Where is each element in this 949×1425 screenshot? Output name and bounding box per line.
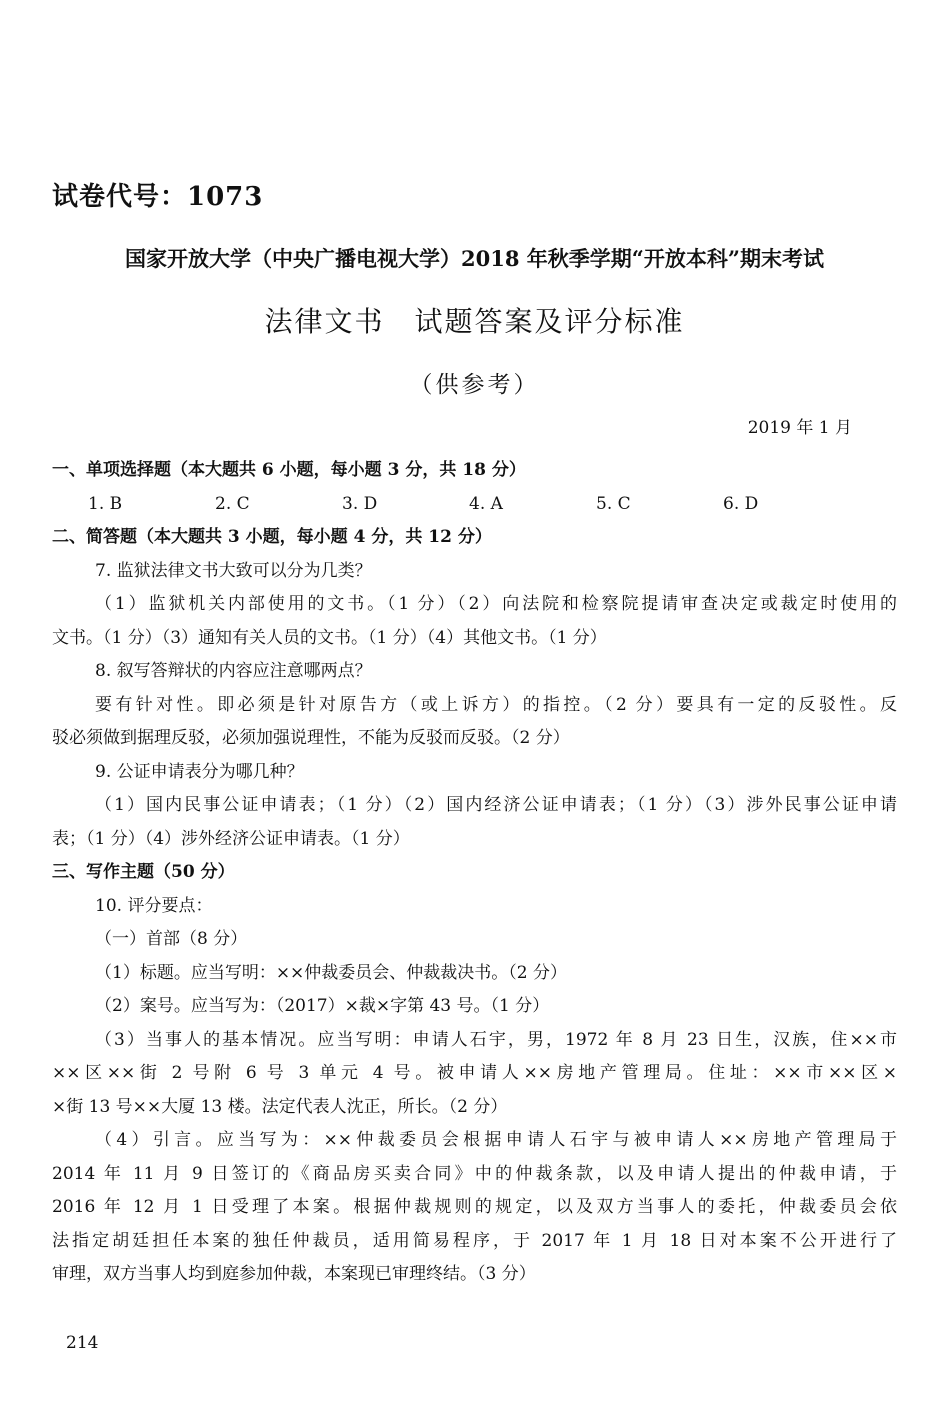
scoring-point-continued: 2016 年 12 月 1 日受理了本案。根据仲裁规则的规定，以及双方当事人的委托，仲裁委员会依 xyxy=(52,1197,897,1217)
answer-body xyxy=(52,454,897,1292)
choice-answer: 4. A xyxy=(469,493,503,514)
document-title: 法律文书 试题答案及评分标准 xyxy=(264,305,685,338)
scoring-point-continued: ×街 13 号××大厦 13 楼。法定代表人沈正，所长。（2 分） xyxy=(52,1096,508,1117)
choice-answer: 6. D xyxy=(723,493,759,514)
section-heading: 三、写作主题（50 分） xyxy=(52,862,235,882)
answer-line: （1）国内民事公证申请表；（1 分）（2）国内经济公证申请表；（1 分）（3）涉外民事公证申请 xyxy=(95,795,897,815)
choice-answer: 2. C xyxy=(215,493,250,514)
choice-answers xyxy=(52,488,897,522)
exam-university-heading: 国家开放大学（中央广播电视大学）2018 年秋季学期“开放本科”期末考试 xyxy=(125,246,824,271)
section-heading: 一、单项选择题（本大题共 6 小题，每小题 3 分，共 18 分） xyxy=(52,460,526,480)
scoring-point: （3）当事人的基本情况。应当写明：申请人石宇，男，1972 年 8 月 23 日生，汉族，住××市 xyxy=(95,1029,897,1050)
answer-line: 驳必须做到据理反驳，必须加强说理性，不能为反驳而反驳。（2 分） xyxy=(52,728,570,748)
scoring-point-continued: ××区××街 2 号附 6 号 3 单元 4 号。被申请人××房地产管理局。住址：××市××区× xyxy=(52,1063,897,1083)
page-number: 214 xyxy=(66,1333,99,1353)
answer-line: 要有针对性。即必须是针对原告方（或上诉方）的指控。（2 分）要具有一定的反驳性。反 xyxy=(95,694,897,715)
question: 9. 公证申请表分为哪几种？ xyxy=(95,761,304,782)
answer-line: 表；（1 分）（4）涉外经济公证申请表。（1 分） xyxy=(52,828,410,849)
reference-note: （供参考） xyxy=(409,372,540,398)
answer-line: （1）监狱机关内部使用的文书。（1 分）（2）向法院和检察院提请审查决定或裁定时使用的 xyxy=(95,594,897,614)
subsection-heading: （一）首部（8 分） xyxy=(95,929,248,949)
choice-answer: 3. D xyxy=(342,493,378,514)
question: 10. 评分要点： xyxy=(95,895,213,916)
scoring-point: （2）案号。应当写为：（2017）×裁×字第 43 号。（1 分） xyxy=(95,996,550,1016)
section-heading: 二、简答题（本大题共 3 小题，每小题 4 分，共 12 分） xyxy=(52,527,492,547)
question: 8. 叙写答辩状的内容应注意哪两点？ xyxy=(95,661,372,681)
scoring-point-continued: 2014 年 11 月 9 日签订的《商品房买卖合同》中的仲裁条款，以及申请人提出的仲裁申请，于 xyxy=(52,1163,897,1184)
scoring-point-continued: 审理，双方当事人均到庭参加仲裁，本案现已审理终结。（3 分） xyxy=(52,1264,536,1284)
scoring-point: （4）引言。应当写为：××仲裁委员会根据申请人石宇与被申请人××房地产管理局于 xyxy=(95,1130,897,1150)
paper-code: 试卷代号：1073 xyxy=(52,182,264,212)
document-date: 2019 年 1 月 xyxy=(747,418,852,438)
scoring-point: （1）标题。应当写明：××仲裁委员会、仲裁裁决书。（2 分） xyxy=(95,962,568,983)
choice-answer: 1. B xyxy=(88,493,123,514)
choice-answer: 5. C xyxy=(596,493,631,514)
scoring-point-continued: 法指定胡廷担任本案的独任仲裁员，适用简易程序，于 2017 年 1 月 18 日对本案不公开进行了 xyxy=(52,1230,897,1251)
answer-line: 文书。（1 分）（3）通知有关人员的文书。（1 分）（4）其他文书。（1 分） xyxy=(52,627,607,648)
question: 7. 监狱法律文书大致可以分为几类？ xyxy=(95,560,372,581)
